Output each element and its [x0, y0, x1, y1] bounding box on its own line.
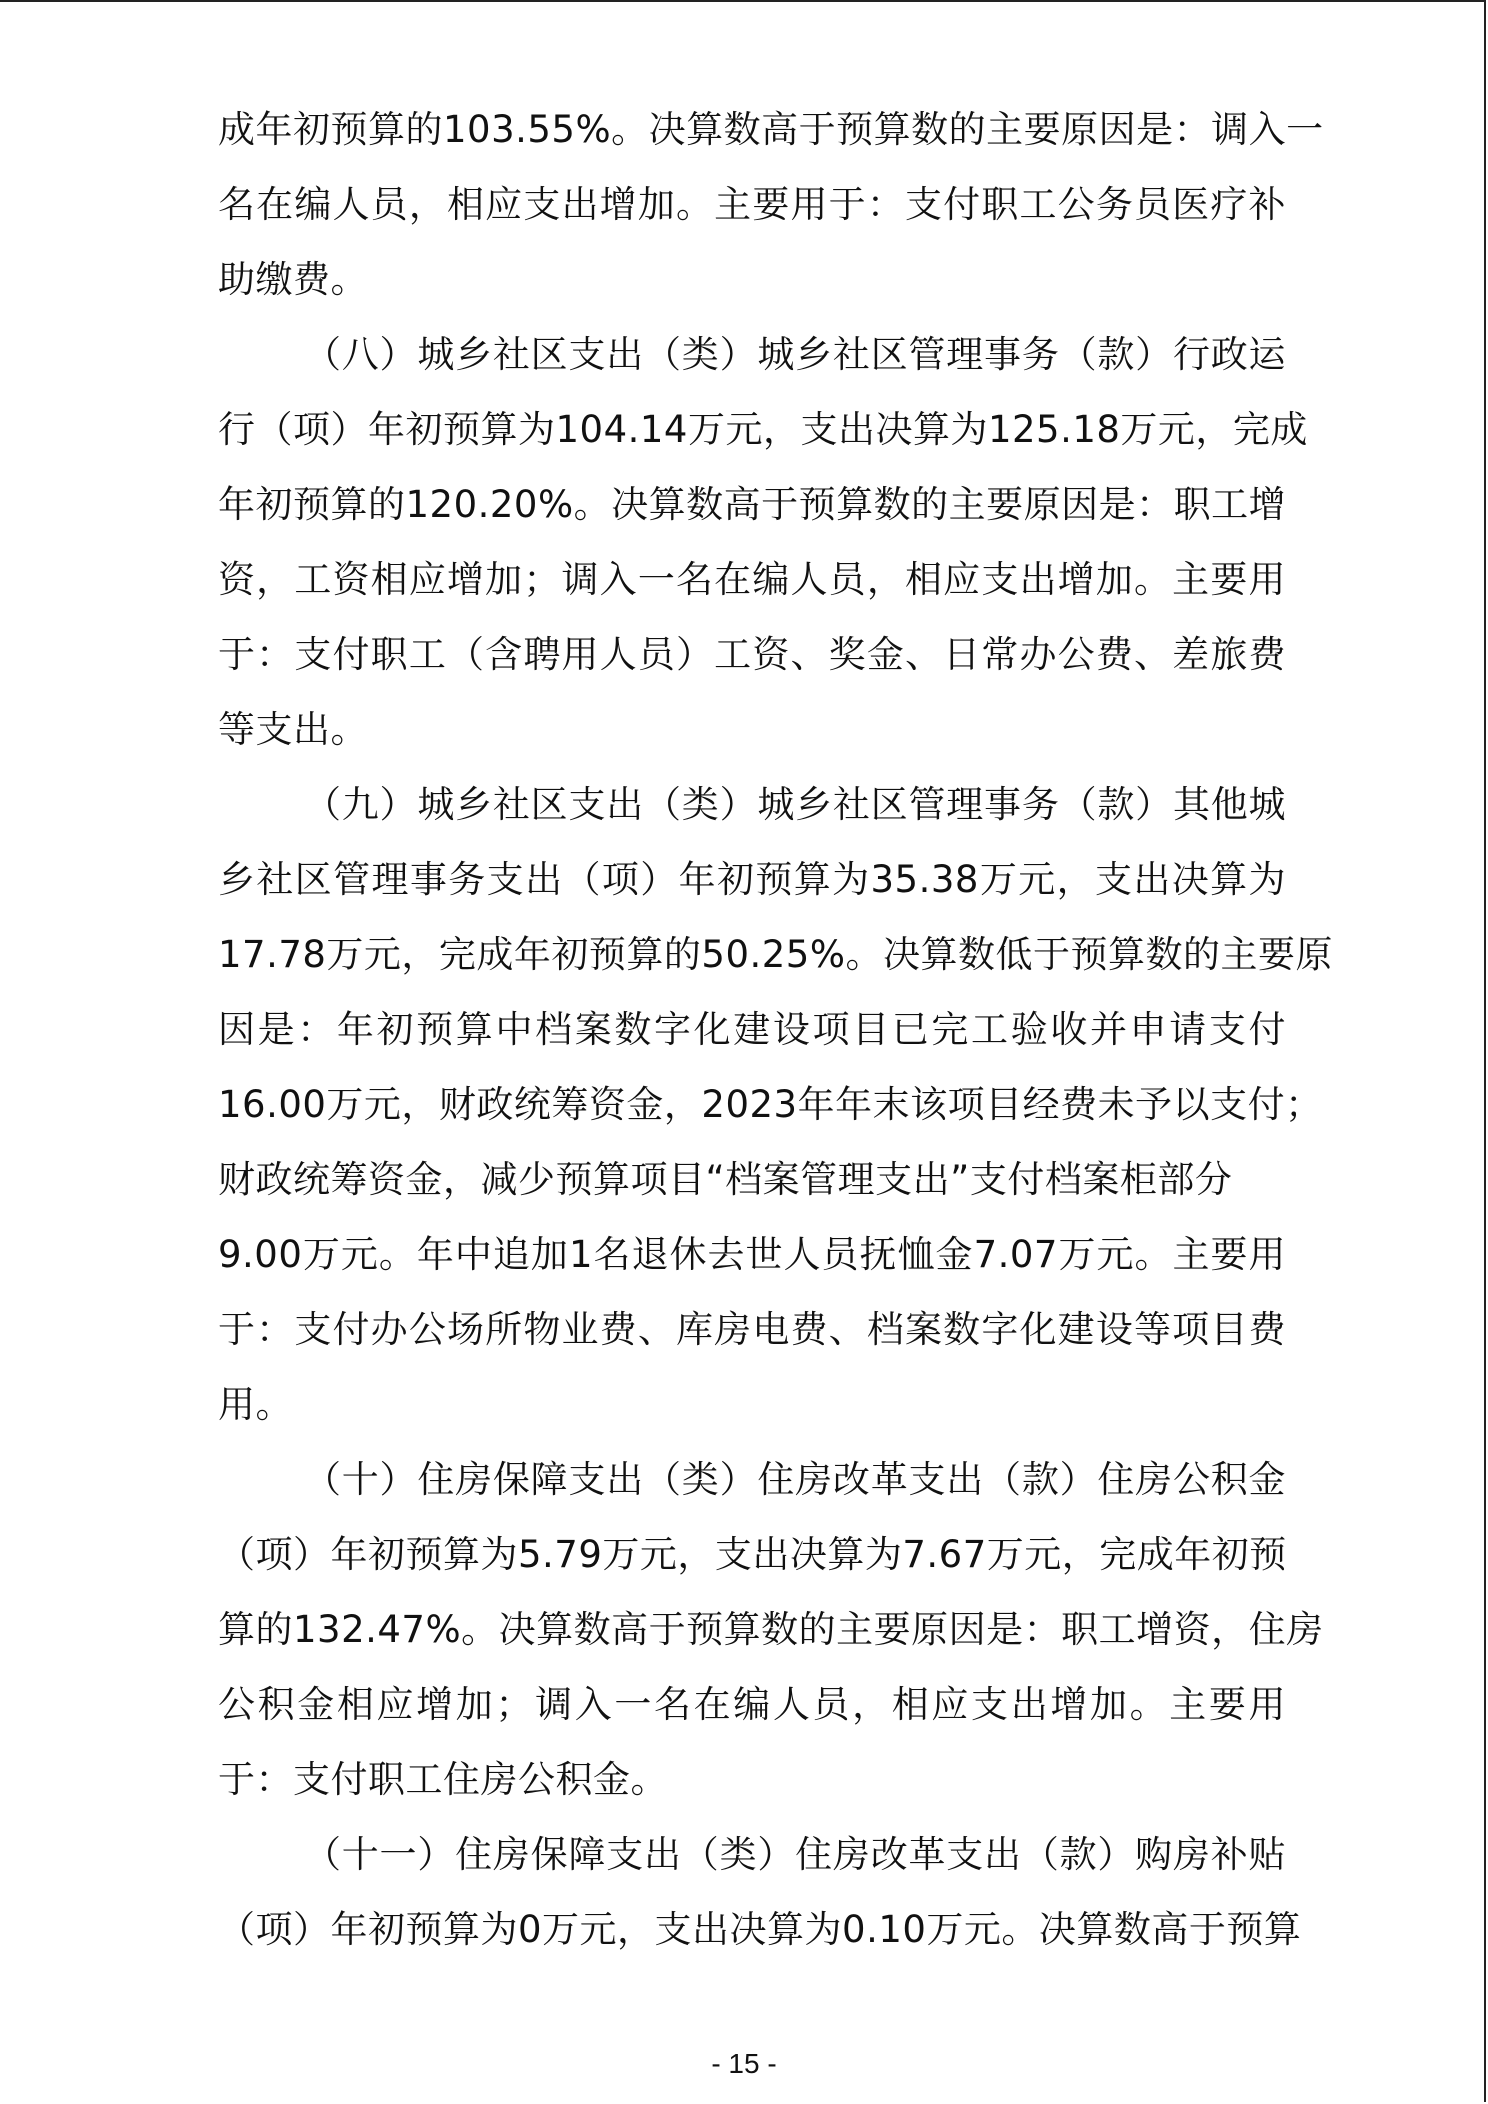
- text-line: 16.00万元，财政统筹资金，2023年年末该项目经费未予以支付；: [218, 1083, 1323, 1126]
- text-line: （十一）住房保障支出（类）住房改革支出（款）购房补贴: [304, 1833, 1286, 1876]
- paragraph: [218, 1817, 1302, 1967]
- text-line: 公积金相应增加；调入一名在编人员，相应支出增加。主要用: [218, 1683, 1286, 1726]
- text-line: 于：支付办公场所物业费、库房电费、档案数字化建设等项目费: [218, 1308, 1286, 1351]
- text-line: 算的132.47%。决算数高于预算数的主要原因是：职工增资，住房: [218, 1608, 1324, 1651]
- text-line: 17.78万元，完成年初预算的50.25%。决算数低于预算数的主要原: [218, 933, 1334, 976]
- text-line: （项）年初预算为5.79万元，支出决算为7.67万元，完成年初预: [218, 1533, 1287, 1576]
- paragraph: [218, 92, 1324, 317]
- text-line: 行（项）年初预算为104.14万元，支出决算为125.18万元，完成: [218, 408, 1308, 451]
- paragraph: [218, 317, 1308, 767]
- text-line: 9.00万元。年中追加1名退休去世人员抚恤金7.07万元。主要用: [218, 1233, 1286, 1276]
- paragraph: [218, 767, 1334, 1442]
- text-line: （九）城乡社区支出（类）城乡社区管理事务（款）其他城: [304, 783, 1286, 826]
- text-line: 名在编人员，相应支出增加。主要用于：支付职工公务员医疗补: [218, 183, 1286, 226]
- text-line: 成年初预算的103.55%。决算数高于预算数的主要原因是：调入一: [218, 108, 1324, 151]
- document-body: [218, 92, 1334, 1967]
- text-line: 于：支付职工住房公积金。: [218, 1758, 668, 1801]
- text-line: （项）年初预算为0万元，支出决算为0.10万元。决算数高于预算: [218, 1908, 1302, 1951]
- page-number: - 15 -: [711, 2048, 777, 2079]
- text-line: 因是：年初预算中档案数字化建设项目已完工验收并申请支付: [218, 1008, 1286, 1051]
- text-line: 于：支付职工（含聘用人员）工资、奖金、日常办公费、差旅费: [218, 633, 1286, 676]
- text-line: 财政统筹资金，减少预算项目“档案管理支出”支付档案柜部分: [218, 1158, 1233, 1201]
- text-line: 助缴费。: [218, 258, 368, 301]
- paragraph: [218, 1442, 1324, 1817]
- text-line: 年初预算的120.20%。决算数高于预算数的主要原因是：职工增: [218, 483, 1287, 526]
- text-line: 乡社区管理事务支出（项）年初预算为35.38万元，支出决算为: [218, 858, 1286, 901]
- text-line: （八）城乡社区支出（类）城乡社区管理事务（款）行政运: [304, 333, 1286, 376]
- text-line: 资，工资相应增加；调入一名在编人员，相应支出增加。主要用: [218, 558, 1286, 601]
- text-line: 等支出。: [218, 708, 368, 751]
- text-line: （十）住房保障支出（类）住房改革支出（款）住房公积金: [304, 1458, 1286, 1501]
- text-line: 用。: [218, 1383, 293, 1426]
